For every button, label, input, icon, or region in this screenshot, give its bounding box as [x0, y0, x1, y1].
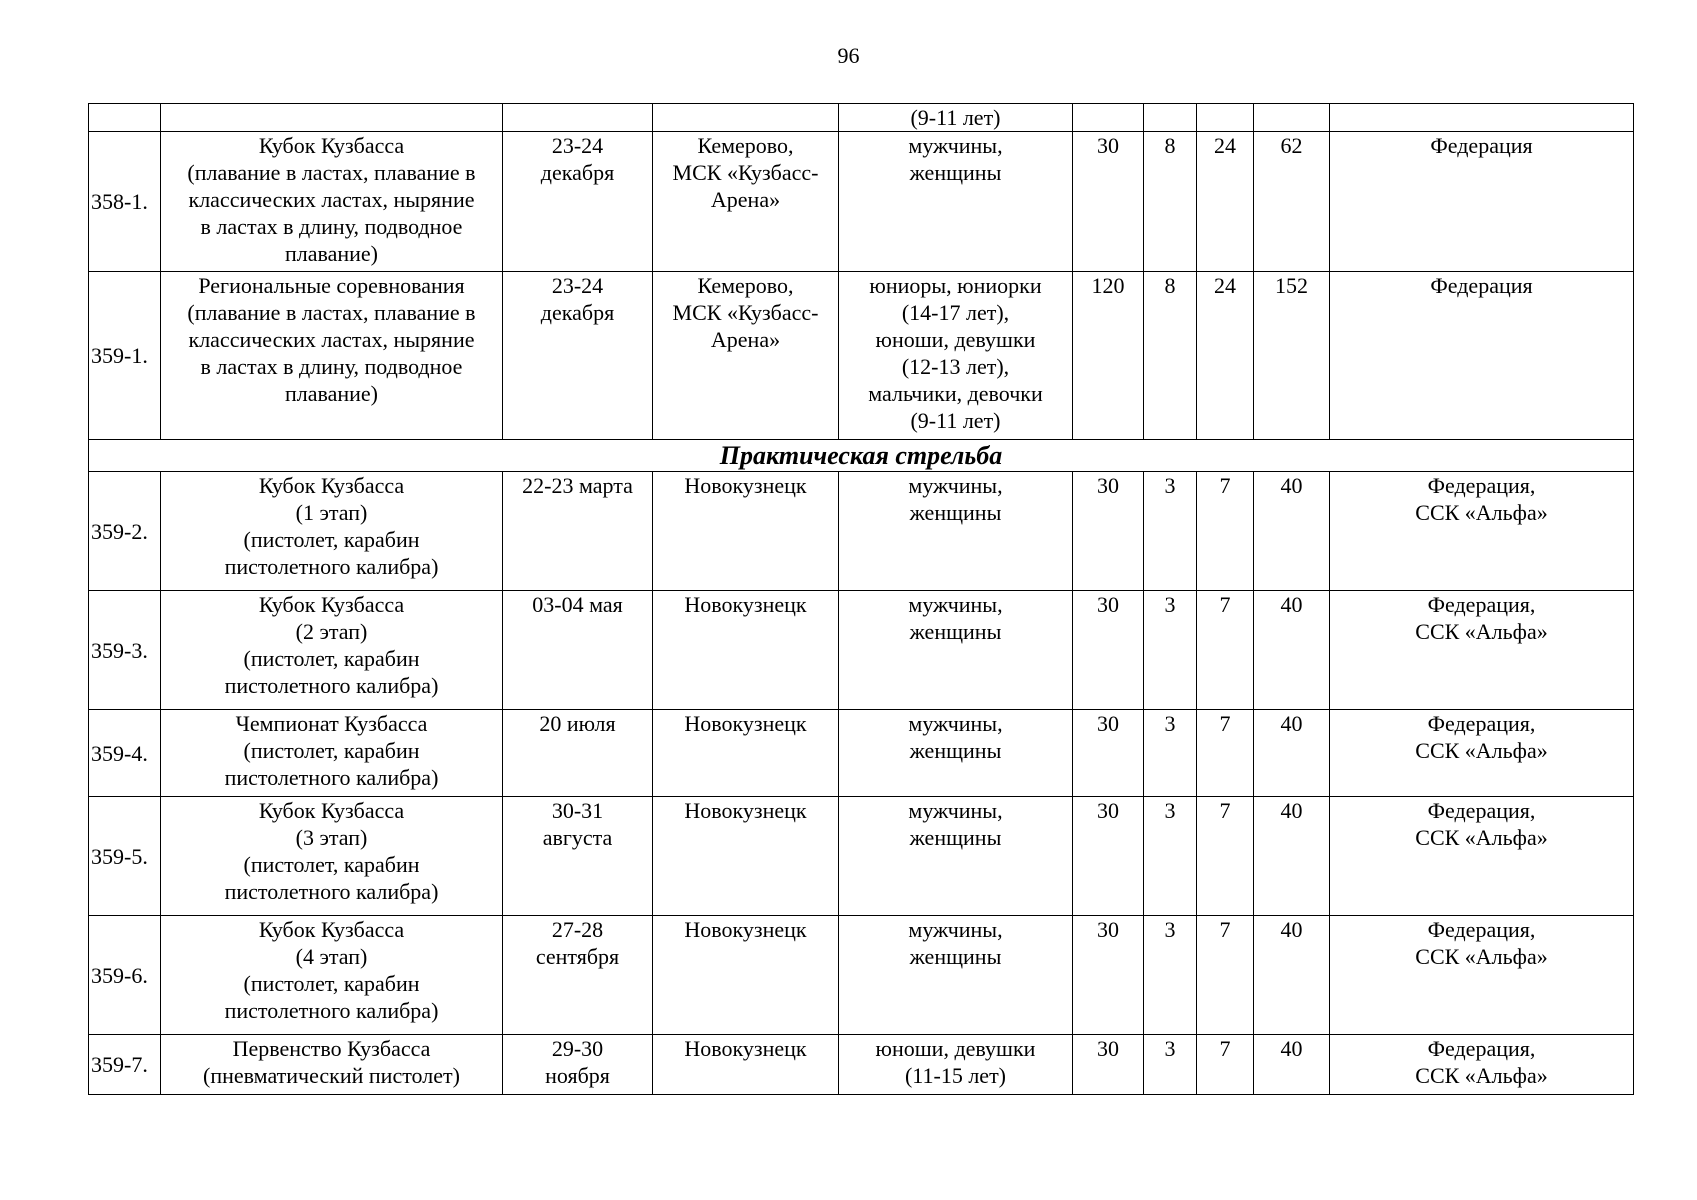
- participants-line: женщины: [909, 738, 1002, 763]
- cell-participants: [839, 797, 1073, 916]
- date-line: 30-31: [551, 798, 604, 823]
- cell-participants: [839, 916, 1073, 1035]
- cell-participants: [839, 1035, 1073, 1095]
- date-line: 23-24: [551, 133, 604, 158]
- place-line: МСК «Кузбасс-: [672, 300, 819, 325]
- name-line: Кубок Кузбасса: [258, 798, 405, 823]
- cell-athletes: 30: [1073, 472, 1144, 591]
- participants-line: (9-11 лет): [910, 408, 1001, 433]
- cell-organizer: [1330, 472, 1634, 591]
- name-line: Чемпионат Кузбасса: [235, 711, 428, 736]
- name-line: плавание): [284, 381, 379, 406]
- organizer-line: Федерация,: [1427, 592, 1536, 617]
- date-line: 27-28: [551, 917, 604, 942]
- cell-athletes: 30: [1073, 591, 1144, 710]
- organizer-line: Федерация: [1430, 133, 1533, 158]
- cell-num: 359-1.: [89, 272, 161, 440]
- name-line: (пистолет, карабин: [243, 738, 420, 763]
- organizer-line: ССК «Альфа»: [1415, 738, 1548, 763]
- cell-name: [161, 710, 503, 797]
- place-line: Новокузнецк: [684, 1036, 807, 1061]
- place-line: МСК «Кузбасс-: [672, 160, 819, 185]
- cell-num: 359-5.: [89, 797, 161, 916]
- date-line: декабря: [540, 160, 615, 185]
- participants-line: женщины: [909, 160, 1002, 185]
- events-table: [88, 103, 1634, 1095]
- cell-total: 40: [1254, 1035, 1330, 1095]
- participants-line: мужчины,: [908, 711, 1003, 736]
- cell-participants: [839, 472, 1073, 591]
- cell-total: 40: [1254, 916, 1330, 1035]
- name-line: (1 этап): [295, 500, 368, 525]
- participants-line: (14-17 лет),: [901, 300, 1010, 325]
- cell-athletes: 30: [1073, 132, 1144, 272]
- table-row: [89, 797, 1634, 916]
- cell-name: [161, 104, 503, 132]
- cell-name: [161, 591, 503, 710]
- cell-judges: 3: [1144, 591, 1197, 710]
- section-title: Практическая стрельба: [89, 440, 1634, 472]
- name-line: Первенство Кузбасса: [232, 1036, 431, 1061]
- table-row: [89, 916, 1634, 1035]
- cell-place: [653, 272, 839, 440]
- cell-athletes: [1073, 104, 1144, 132]
- participants-line: мальчики, девочки: [868, 381, 1043, 406]
- cell-athletes: 30: [1073, 797, 1144, 916]
- cell-name: [161, 1035, 503, 1095]
- cell-judges: 3: [1144, 472, 1197, 591]
- participants-line: юноши, девушки: [875, 1036, 1036, 1061]
- name-line: пистолетного калибра): [224, 765, 439, 790]
- place-line: Новокузнецк: [684, 592, 807, 617]
- participants-line: мужчины,: [908, 798, 1003, 823]
- cell-place: [653, 1035, 839, 1095]
- cell-organizer: [1330, 591, 1634, 710]
- participants-line: юноши, девушки: [875, 327, 1036, 352]
- name-line: (пистолет, карабин: [243, 527, 420, 552]
- place-line: Арена»: [710, 187, 781, 212]
- name-line: в ластах в длину, подводное: [200, 214, 463, 239]
- cell-organizer: [1330, 916, 1634, 1035]
- organizer-line: ССК «Альфа»: [1415, 500, 1548, 525]
- date-line: 23-24: [551, 273, 604, 298]
- organizer-line: Федерация,: [1427, 711, 1536, 736]
- date-line: 20 июля: [539, 711, 616, 736]
- page-number: 96: [837, 43, 860, 68]
- cell-name: [161, 797, 503, 916]
- cell-others: 7: [1197, 710, 1254, 797]
- name-line: (плавание в ластах, плавание в: [187, 160, 476, 185]
- cell-others: 7: [1197, 916, 1254, 1035]
- cell-total: 40: [1254, 591, 1330, 710]
- cell-num: [89, 104, 161, 132]
- cell-others: 7: [1197, 797, 1254, 916]
- cell-participants: [839, 104, 1073, 132]
- name-line: (пистолет, карабин: [243, 852, 420, 877]
- name-line: (4 этап): [295, 944, 368, 969]
- cell-athletes: 30: [1073, 1035, 1144, 1095]
- name-line: Региональные соревнования: [198, 273, 465, 298]
- participants-line: женщины: [909, 944, 1002, 969]
- table-row: [89, 272, 1634, 440]
- place-line: Новокузнецк: [684, 711, 807, 736]
- name-line: Кубок Кузбасса: [258, 133, 405, 158]
- cell-name: [161, 272, 503, 440]
- participants-line: мужчины,: [908, 592, 1003, 617]
- cell-participants: [839, 132, 1073, 272]
- cell-organizer: [1330, 272, 1634, 440]
- cell-total: [1254, 104, 1330, 132]
- place-line: Кемерово,: [697, 133, 794, 158]
- organizer-line: ССК «Альфа»: [1415, 825, 1548, 850]
- participants-line: мужчины,: [908, 473, 1003, 498]
- name-line: классических ластах, ныряние: [188, 327, 475, 352]
- organizer-line: Федерация: [1430, 273, 1533, 298]
- table-row: [89, 710, 1634, 797]
- cell-participants: [839, 591, 1073, 710]
- cell-judges: 3: [1144, 916, 1197, 1035]
- cell-name: [161, 916, 503, 1035]
- cell-name: [161, 472, 503, 591]
- date-line: 03-04 мая: [532, 592, 623, 617]
- cell-participants: [839, 710, 1073, 797]
- cell-place: [653, 797, 839, 916]
- date-line: декабря: [540, 300, 615, 325]
- organizer-line: Федерация,: [1427, 473, 1536, 498]
- cell-date: [503, 710, 653, 797]
- cell-total: 40: [1254, 797, 1330, 916]
- table-row: [89, 591, 1634, 710]
- name-line: пистолетного калибра): [224, 673, 439, 698]
- cell-organizer: [1330, 104, 1634, 132]
- participants-line: мужчины,: [908, 133, 1003, 158]
- cell-judges: 3: [1144, 710, 1197, 797]
- participants-line: женщины: [909, 825, 1002, 850]
- cell-date: [503, 272, 653, 440]
- cell-athletes: 30: [1073, 710, 1144, 797]
- cell-others: [1197, 104, 1254, 132]
- cell-place: [653, 591, 839, 710]
- organizer-line: Федерация,: [1427, 1036, 1536, 1061]
- name-line: пистолетного калибра): [224, 554, 439, 579]
- name-line: Кубок Кузбасса: [258, 473, 405, 498]
- cell-others: 7: [1197, 472, 1254, 591]
- cell-place: [653, 104, 839, 132]
- cell-place: [653, 132, 839, 272]
- cell-place: [653, 916, 839, 1035]
- cell-judges: 8: [1144, 272, 1197, 440]
- cell-date: [503, 132, 653, 272]
- cell-organizer: [1330, 797, 1634, 916]
- place-line: Арена»: [710, 327, 781, 352]
- name-line: (плавание в ластах, плавание в: [187, 300, 476, 325]
- cell-others: 7: [1197, 1035, 1254, 1095]
- section-row: [89, 440, 1634, 472]
- place-line: Новокузнецк: [684, 473, 807, 498]
- cell-total: 40: [1254, 710, 1330, 797]
- date-line: 22-23 марта: [522, 473, 633, 498]
- cell-num: 359-3.: [89, 591, 161, 710]
- cell-total: 40: [1254, 472, 1330, 591]
- participants-line: женщины: [909, 500, 1002, 525]
- place-line: Кемерово,: [697, 273, 794, 298]
- table-row: [89, 1035, 1634, 1095]
- cell-place: [653, 472, 839, 591]
- date-line: 29-30: [551, 1036, 604, 1061]
- organizer-line: Федерация,: [1427, 798, 1536, 823]
- cell-others: 24: [1197, 132, 1254, 272]
- organizer-line: ССК «Альфа»: [1415, 944, 1548, 969]
- cell-judges: 8: [1144, 132, 1197, 272]
- cell-date: [503, 916, 653, 1035]
- organizer-line: ССК «Альфа»: [1415, 1063, 1548, 1088]
- cell-date: [503, 1035, 653, 1095]
- table-row: [89, 472, 1634, 591]
- cell-name: [161, 132, 503, 272]
- name-line: (пистолет, карабин: [243, 646, 420, 671]
- name-line: (пистолет, карабин: [243, 971, 420, 996]
- organizer-line: ССК «Альфа»: [1415, 619, 1548, 644]
- cell-organizer: [1330, 710, 1634, 797]
- cell-judges: [1144, 104, 1197, 132]
- name-line: Кубок Кузбасса: [258, 917, 405, 942]
- cell-judges: 3: [1144, 1035, 1197, 1095]
- date-line: ноября: [545, 1063, 610, 1088]
- participants-line: женщины: [909, 619, 1002, 644]
- cell-total: 62: [1254, 132, 1330, 272]
- cell-date: [503, 797, 653, 916]
- name-line: классических ластах, ныряние: [188, 187, 475, 212]
- cell-place: [653, 710, 839, 797]
- place-line: Новокузнецк: [684, 798, 807, 823]
- name-line: в ластах в длину, подводное: [200, 354, 463, 379]
- cell-num: 358-1.: [89, 132, 161, 272]
- date-line: сентября: [535, 944, 620, 969]
- cell-athletes: 120: [1073, 272, 1144, 440]
- cell-date: [503, 104, 653, 132]
- place-line: Новокузнецк: [684, 917, 807, 942]
- cell-others: 24: [1197, 272, 1254, 440]
- cell-athletes: 30: [1073, 916, 1144, 1035]
- name-line: (2 этап): [295, 619, 368, 644]
- participants-line: (12-13 лет),: [901, 354, 1010, 379]
- participants-line: (11-15 лет): [904, 1063, 1007, 1088]
- cell-total: 152: [1254, 272, 1330, 440]
- table-row-continuation: [89, 104, 1634, 132]
- name-line: (3 этап): [295, 825, 368, 850]
- participants-line: юниоры, юниорки: [869, 273, 1042, 298]
- cell-num: 359-6.: [89, 916, 161, 1035]
- cell-num: 359-7.: [89, 1035, 161, 1095]
- name-line: (пневматический пистолет): [203, 1063, 460, 1088]
- name-line: пистолетного калибра): [224, 879, 439, 904]
- cell-participants: [839, 272, 1073, 440]
- cell-judges: 3: [1144, 797, 1197, 916]
- participants-line: мужчины,: [908, 917, 1003, 942]
- cell-date: [503, 591, 653, 710]
- participants-line: (9-11 лет): [910, 105, 1001, 130]
- date-line: августа: [542, 825, 613, 850]
- cell-date: [503, 472, 653, 591]
- table-row: [89, 132, 1634, 272]
- cell-organizer: [1330, 132, 1634, 272]
- cell-num: 359-2.: [89, 472, 161, 591]
- organizer-line: Федерация,: [1427, 917, 1536, 942]
- cell-organizer: [1330, 1035, 1634, 1095]
- name-line: Кубок Кузбасса: [258, 592, 405, 617]
- name-line: пистолетного калибра): [224, 998, 439, 1023]
- name-line: плавание): [284, 241, 379, 266]
- cell-num: 359-4.: [89, 710, 161, 797]
- cell-others: 7: [1197, 591, 1254, 710]
